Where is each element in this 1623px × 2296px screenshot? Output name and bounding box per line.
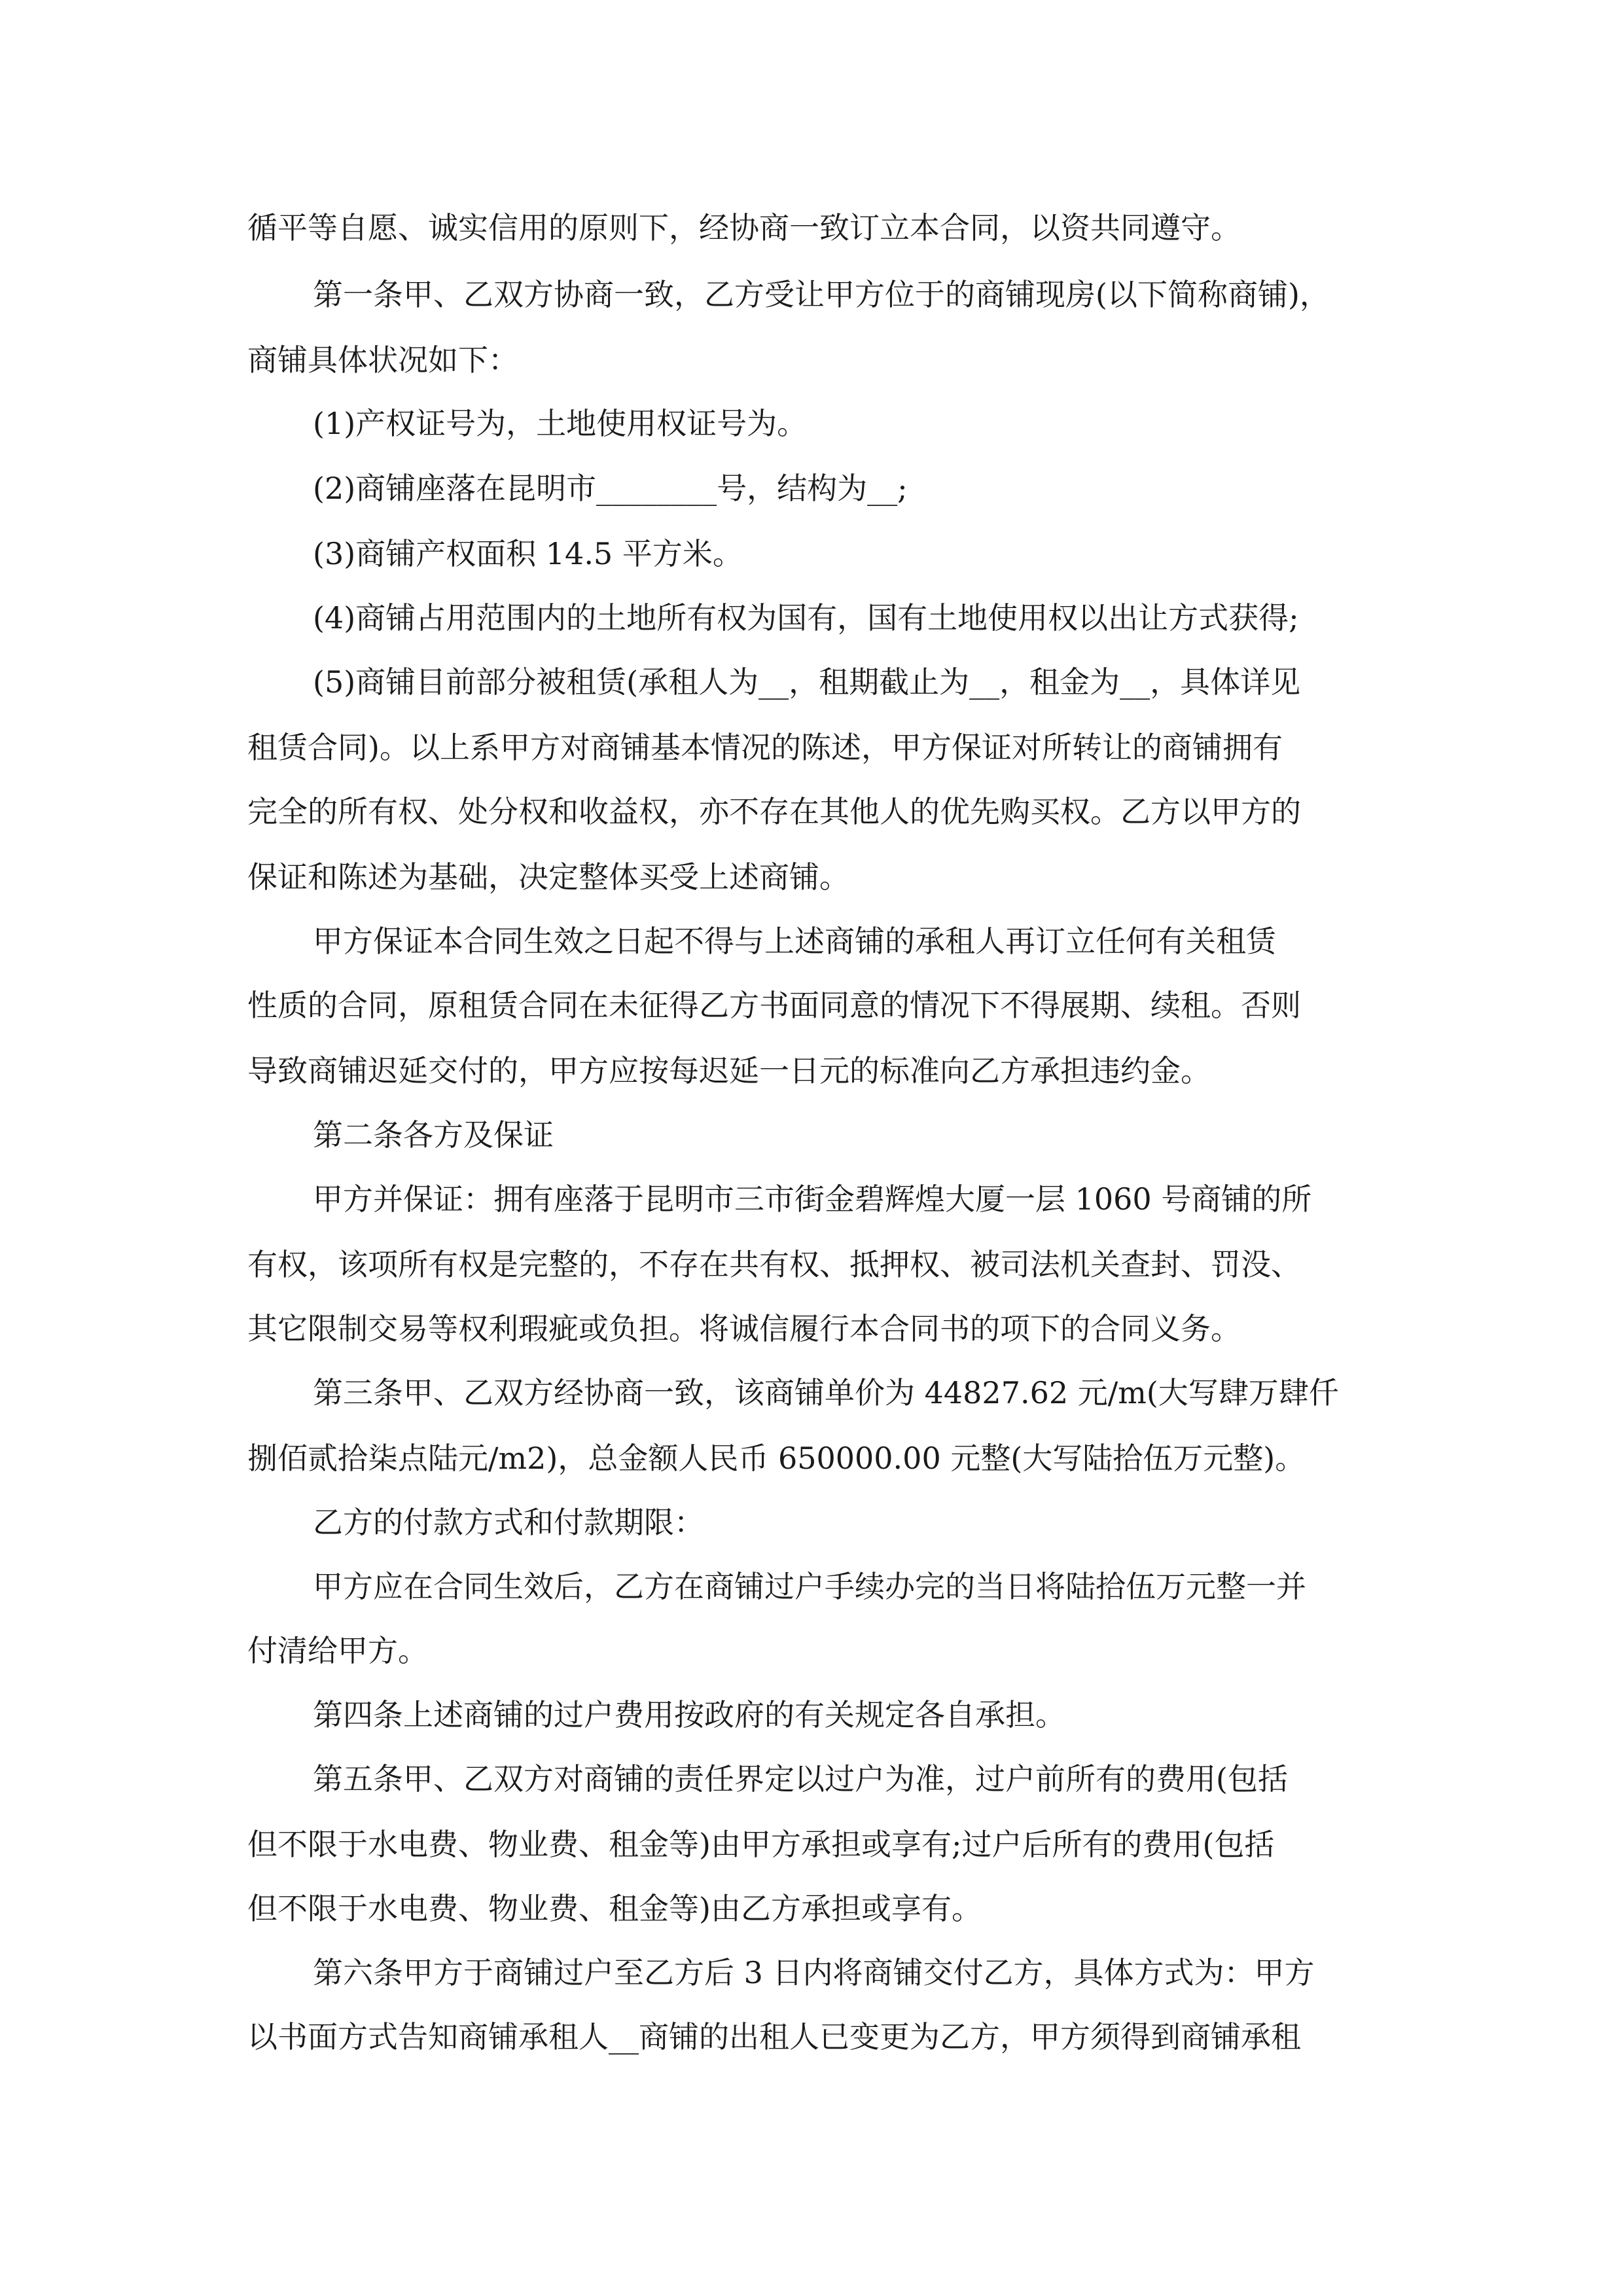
text-line: 乙方的付款方式和付款期限：: [313, 1505, 704, 1540]
text-line: 循平等自愿、诚实信用的原则下，经协商一致订立本合同，以资共同遵守。: [247, 210, 1241, 245]
text-line: 商铺具体状况如下：: [247, 342, 518, 378]
text-line: (3)商铺产权面积 14.5 平方米。: [313, 536, 743, 571]
text-line: (2)商铺座落在昆明市________号，结构为__;: [313, 471, 908, 506]
text-line: 第三条甲、乙双方经协商一致，该商铺单价为 44827.62 元/m(大写肆万肆仟: [313, 1375, 1339, 1410]
text-line: 导致商铺迟延交付的，甲方应按每迟延一日元的标准向乙方承担违约金。: [247, 1053, 1211, 1088]
text-line: 但不限于水电费、物业费、租金等)由乙方承担或享有。: [247, 1891, 982, 1926]
text-line: 性质的合同，原租赁合同在未征得乙方书面同意的情况下不得展期、续租。否则: [247, 988, 1301, 1023]
text-line: 租赁合同)。以上系甲方对商铺基本情况的陈述，甲方保证对所转让的商铺拥有: [247, 730, 1283, 765]
text-line: 第二条各方及保证: [313, 1117, 554, 1153]
text-line: 其它限制交易等权利瑕疵或负担。将诚信履行本合同书的项下的合同义务。: [247, 1311, 1241, 1346]
text-line: 第六条甲方于商铺过户至乙方后 3 日内将商铺交付乙方，具体方式为：甲方: [313, 1955, 1315, 1990]
text-line: 甲方保证本合同生效之日起不得与上述商铺的承租人再订立任何有关租赁: [313, 924, 1276, 959]
text-line: 以书面方式告知商铺承租人__商铺的出租人已变更为乙方，甲方须得到商铺承租: [247, 2019, 1301, 2054]
text-line: (5)商铺目前部分被租赁(承租人为__，租期截止为__，租金为__，具体详见: [313, 664, 1301, 700]
text-line: 甲方并保证：拥有座落于昆明市三市街金碧辉煌大厦一层 1060 号商铺的所: [313, 1181, 1312, 1217]
text-line: 第四条上述商铺的过户费用按政府的有关规定各自承担。: [313, 1697, 1065, 1732]
text-line: 甲方应在合同生效后，乙方在商铺过户手续办完的当日将陆拾伍万元整一并: [313, 1569, 1306, 1604]
text-line: 但不限于水电费、物业费、租金等)由甲方承担或享有;过户后所有的费用(包括: [247, 1827, 1275, 1862]
text-line: (1)产权证号为，土地使用权证号为。: [313, 406, 808, 441]
text-line: 保证和陈述为基础，决定整体买受上述商铺。: [247, 859, 849, 895]
text-line: 付清给甲方。: [247, 1633, 428, 1668]
text-line: 有权，该项所有权是完整的，不存在共有权、抵押权、被司法机关查封、罚没、: [247, 1247, 1301, 1282]
text-line: 完全的所有权、处分权和收益权，亦不存在其他人的优先购买权。乙方以甲方的: [247, 794, 1301, 829]
text-line: 捌佰贰拾柒点陆元/m2)，总金额人民币 650000.00 元整(大写陆拾伍万元整)。: [247, 1441, 1306, 1476]
text-line: 第一条甲、乙双方协商一致，乙方受让甲方位于的商铺现房(以下简称商铺)，: [313, 277, 1330, 312]
text-line: (4)商铺占用范围内的土地所有权为国有，国有土地使用权以出让方式获得;: [313, 600, 1299, 636]
text-line: 第五条甲、乙双方对商铺的责任界定以过户为准，过户前所有的费用(包括: [313, 1761, 1288, 1797]
